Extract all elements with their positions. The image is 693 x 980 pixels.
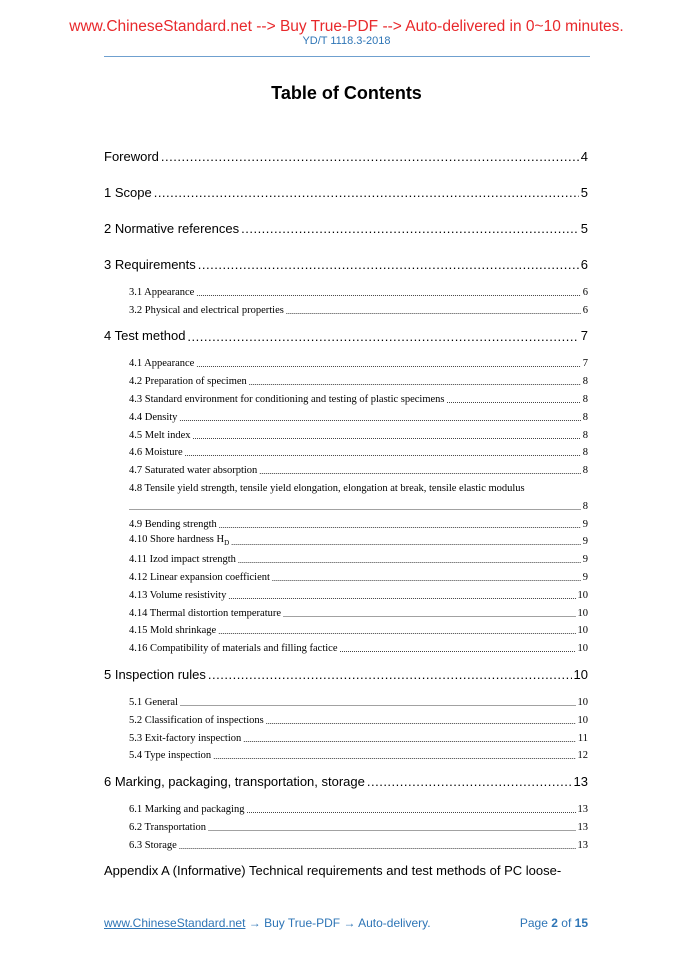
toc-label: 4.4 Density bbox=[129, 411, 178, 423]
total-pages: 15 bbox=[574, 916, 588, 930]
toc-label: 4.5 Melt index bbox=[129, 429, 191, 441]
toc-page: 4 bbox=[580, 148, 588, 164]
toc-label: 5.1 General bbox=[129, 696, 178, 708]
toc-label: 6.2 Transportation bbox=[129, 821, 207, 833]
toc-label: 4.9 Bending strength bbox=[129, 518, 217, 530]
toc-entry-4-6[interactable] bbox=[104, 443, 588, 461]
toc-page: 5 bbox=[580, 184, 588, 200]
dot-leader bbox=[218, 627, 575, 636]
toc-entry-test-method[interactable] bbox=[104, 318, 588, 354]
toc-label-subscript: D bbox=[224, 539, 230, 548]
toc-entry-6-1[interactable] bbox=[104, 799, 588, 817]
toc-page: 12 bbox=[577, 750, 588, 762]
dot-leader bbox=[196, 360, 580, 369]
dot-leader bbox=[208, 667, 572, 682]
toc-page: 13 bbox=[577, 804, 588, 816]
toc-label: 6.3 Storage bbox=[129, 839, 177, 851]
toc-page: 8 bbox=[582, 500, 588, 512]
toc-page: 10 bbox=[577, 714, 588, 726]
dot-leader bbox=[180, 699, 576, 708]
dot-leader bbox=[241, 221, 579, 236]
toc-entry-4-15[interactable] bbox=[104, 621, 588, 639]
toc-label: 3.1 Appearance bbox=[129, 286, 195, 298]
toc-entry-marking-packaging[interactable] bbox=[104, 763, 588, 799]
toc-entry-4-12[interactable] bbox=[104, 567, 588, 585]
toc-label: 6 Marking, packaging, transportation, storage bbox=[104, 773, 365, 789]
page-footer bbox=[104, 916, 588, 930]
toc-entry-4-11[interactable] bbox=[104, 549, 588, 567]
toc-page: 8 bbox=[582, 393, 588, 405]
toc-label bbox=[129, 534, 229, 547]
toc-label: 1 Scope bbox=[104, 184, 152, 200]
toc-page: 8 bbox=[582, 465, 588, 477]
toc-entry-4-8[interactable] bbox=[104, 478, 588, 514]
dot-leader bbox=[187, 329, 578, 344]
toc-entry-4-7[interactable] bbox=[104, 460, 588, 478]
toc-label: 4.3 Standard environment for conditioning and testing of plastic specimens bbox=[129, 393, 445, 405]
dot-leader bbox=[243, 735, 576, 744]
toc-entry-inspection-rules[interactable] bbox=[104, 656, 588, 692]
toc-page: 10 bbox=[577, 625, 588, 637]
footer-site-link[interactable]: www.ChineseStandard.net bbox=[104, 916, 246, 930]
toc-page: 11 bbox=[577, 732, 588, 744]
dot-leader bbox=[219, 521, 581, 530]
toc-label: 5 Inspection rules bbox=[104, 666, 206, 682]
dot-leader bbox=[198, 257, 579, 272]
toc-entry-4-5[interactable] bbox=[104, 425, 588, 443]
toc-page: 6 bbox=[580, 256, 588, 272]
toc-entry-scope[interactable] bbox=[104, 174, 588, 210]
footer-promo-text: → Buy True-PDF → Auto-delivery. bbox=[245, 916, 431, 930]
toc-entry-4-9[interactable] bbox=[104, 514, 588, 532]
dot-leader bbox=[231, 538, 581, 547]
toc-label: 5.3 Exit-factory inspection bbox=[129, 732, 242, 744]
toc-label: 4.1 Appearance bbox=[129, 358, 195, 370]
dot-leader bbox=[340, 645, 576, 654]
toc-page: 8 bbox=[582, 447, 588, 459]
dot-leader bbox=[286, 307, 581, 316]
toc-page: 9 bbox=[582, 518, 588, 530]
dot-leader bbox=[161, 149, 579, 164]
toc-entry-6-2[interactable] bbox=[104, 817, 588, 835]
toc-page: 10 bbox=[577, 607, 588, 619]
toc-label: 3 Requirements bbox=[104, 256, 196, 272]
toc-label: 4.2 Preparation of specimen bbox=[129, 376, 247, 388]
toc-label: 4.16 Compatibility of materials and filling factice bbox=[129, 643, 338, 655]
toc-label: 4.7 Saturated water absorption bbox=[129, 465, 258, 477]
dot-leader bbox=[246, 806, 575, 815]
toc-label: 4.15 Mold shrinkage bbox=[129, 625, 217, 637]
toc-page: 8 bbox=[582, 429, 588, 441]
toc-entry-requirements[interactable] bbox=[104, 246, 588, 282]
toc-entry-5-4[interactable] bbox=[104, 746, 588, 764]
toc-page: 7 bbox=[582, 358, 588, 370]
dot-leader bbox=[283, 610, 575, 619]
toc-label: 2 Normative references bbox=[104, 220, 240, 236]
toc-entry-appendix-a[interactable]: Appendix A (Informative) Technical requirements and test methods of PC loose- bbox=[104, 863, 562, 879]
dot-leader bbox=[367, 774, 572, 789]
header-divider bbox=[104, 56, 590, 57]
toc-entry-4-1[interactable] bbox=[104, 354, 588, 372]
dot-leader bbox=[179, 414, 580, 423]
toc-page: 9 bbox=[582, 536, 588, 548]
toc-entry-4-8-continuation bbox=[129, 496, 588, 514]
footer-promo bbox=[104, 916, 431, 930]
page-title: Table of Contents bbox=[271, 83, 422, 103]
dot-leader bbox=[208, 824, 575, 833]
toc-label: 4.13 Volume resistivity bbox=[129, 589, 227, 601]
toc-entry-4-13[interactable] bbox=[104, 585, 588, 603]
dot-leader bbox=[266, 717, 576, 726]
toc-page: 9 bbox=[582, 571, 588, 583]
toc-label: 4.14 Thermal distortion temperature bbox=[129, 607, 282, 619]
toc-entry-3-1[interactable] bbox=[104, 282, 588, 300]
toc-entry-6-3[interactable] bbox=[104, 835, 588, 853]
toc-page: 13 bbox=[577, 821, 588, 833]
toc-entry-3-2[interactable] bbox=[104, 300, 588, 318]
dot-leader bbox=[185, 449, 581, 458]
toc-entry-4-3[interactable] bbox=[104, 389, 588, 407]
toc-label: 4.12 Linear expansion coefficient bbox=[129, 571, 270, 583]
toc-label: 5.2 Classification of inspections bbox=[129, 714, 264, 726]
table-of-contents bbox=[104, 138, 588, 889]
toc-entry-5-2[interactable] bbox=[104, 710, 588, 728]
dot-leader bbox=[154, 185, 579, 200]
dot-leader bbox=[249, 378, 581, 387]
dot-leader bbox=[272, 574, 581, 583]
toc-page: 10 bbox=[573, 666, 588, 682]
toc-entry-4-2[interactable] bbox=[104, 371, 588, 389]
current-page: 2 bbox=[551, 916, 558, 930]
toc-entry-foreword[interactable] bbox=[104, 138, 588, 174]
toc-label: 5.4 Type inspection bbox=[129, 750, 212, 762]
toc-entry-4-14[interactable] bbox=[104, 603, 588, 621]
toc-label: 4.8 Tensile yield strength, tensile yield elongation, elongation at break, tensile elastic modulus bbox=[129, 482, 525, 494]
page-indicator bbox=[520, 916, 588, 930]
toc-page: 8 bbox=[582, 376, 588, 388]
toc-page: 13 bbox=[573, 773, 588, 789]
toc-page: 10 bbox=[577, 696, 588, 708]
dot-leader bbox=[196, 289, 580, 298]
toc-page: 9 bbox=[582, 554, 588, 566]
toc-label-text: 4.10 Shore hardness H bbox=[129, 534, 225, 546]
toc-page: 6 bbox=[582, 304, 588, 316]
toc-entry-5-3[interactable] bbox=[104, 728, 588, 746]
dot-leader bbox=[238, 556, 581, 565]
toc-label: 3.2 Physical and electrical properties bbox=[129, 304, 284, 316]
toc-page: 7 bbox=[580, 328, 588, 344]
page-word: Page bbox=[519, 916, 548, 930]
toc-label: Foreword bbox=[104, 148, 159, 164]
of-word: of bbox=[561, 916, 572, 930]
toc-page: 13 bbox=[577, 839, 588, 851]
toc-entry-normative-references[interactable] bbox=[104, 210, 588, 246]
toc-label: 6.1 Marking and packaging bbox=[129, 804, 245, 816]
toc-entry-5-1[interactable] bbox=[104, 692, 588, 710]
toc-page: 8 bbox=[582, 411, 588, 423]
toc-label: 4.6 Moisture bbox=[129, 447, 183, 459]
standard-code: YD/T 1118.3-2018 bbox=[302, 35, 391, 47]
toc-label: 4 Test method bbox=[104, 328, 186, 344]
dot-leader bbox=[228, 592, 575, 601]
dot-leader bbox=[213, 752, 575, 761]
dot-leader bbox=[193, 432, 581, 441]
toc-page: 10 bbox=[577, 589, 588, 601]
dot-leader bbox=[129, 503, 581, 512]
promo-banner[interactable]: www.ChineseStandard.net --> Buy True-PDF --> Auto-delivered in 0~10 minutes. bbox=[69, 18, 624, 35]
toc-entry-4-4[interactable] bbox=[104, 407, 588, 425]
toc-entry-4-10[interactable] bbox=[104, 532, 588, 550]
dot-leader bbox=[179, 842, 576, 851]
toc-label: 4.11 Izod impact strength bbox=[129, 554, 236, 566]
toc-page: 10 bbox=[577, 643, 588, 655]
dot-leader bbox=[447, 396, 581, 405]
toc-page: 5 bbox=[580, 220, 588, 236]
toc-entry-4-16[interactable] bbox=[104, 638, 588, 656]
dot-leader bbox=[259, 467, 580, 476]
toc-page: 6 bbox=[582, 286, 588, 298]
